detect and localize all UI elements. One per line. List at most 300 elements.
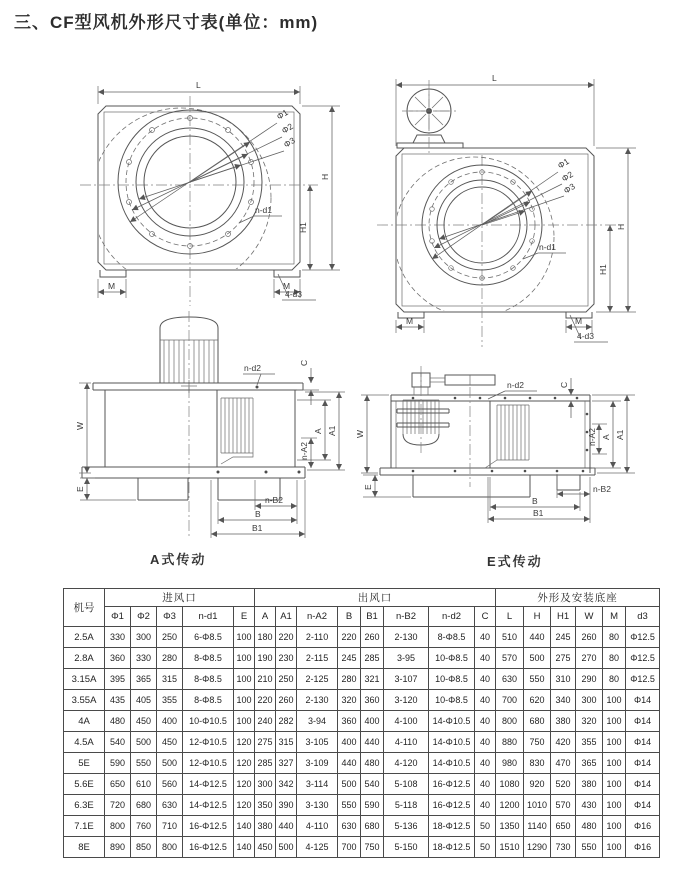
value-cell: 50: [475, 837, 496, 858]
casing: [380, 387, 595, 487]
value-cell: 321: [361, 669, 384, 690]
value-cell: 100: [603, 711, 626, 732]
table-row: [64, 669, 660, 690]
value-cell: 760: [131, 816, 157, 837]
value-cell: 120: [234, 774, 255, 795]
phi3-label: Φ3: [281, 135, 297, 150]
value-cell: Φ12.5: [626, 669, 660, 690]
group-header: 出风口: [255, 589, 496, 607]
model-cell: 8E: [64, 837, 105, 858]
value-cell: 590: [105, 753, 131, 774]
value-cell: 80: [603, 669, 626, 690]
value-cell: 120: [234, 753, 255, 774]
value-cell: 12-Φ10.5: [183, 732, 234, 753]
model-cell: 3.55A: [64, 690, 105, 711]
dimension-B: [218, 502, 297, 524]
value-cell: 830: [524, 753, 551, 774]
column-header: M: [603, 607, 626, 627]
value-cell: Φ12.5: [626, 627, 660, 648]
value-cell: 420: [551, 732, 576, 753]
model-cell: 2.5A: [64, 627, 105, 648]
value-cell: 220: [255, 690, 276, 711]
value-cell: 650: [105, 774, 131, 795]
value-cell: 550: [131, 753, 157, 774]
value-cell: 3-114: [297, 774, 338, 795]
table-row: [64, 795, 660, 816]
value-cell: 610: [131, 774, 157, 795]
value-cell: 6-Φ8.5: [183, 627, 234, 648]
d3-callout: [278, 274, 316, 300]
value-cell: 590: [361, 795, 384, 816]
value-cell: 220: [338, 627, 361, 648]
value-cell: 550: [338, 795, 361, 816]
value-cell: 800: [105, 816, 131, 837]
nd2-label: n-d2: [507, 380, 525, 390]
value-cell: 80: [603, 648, 626, 669]
value-cell: 450: [255, 837, 276, 858]
d3-label: 4-d3: [577, 331, 595, 341]
value-cell: 440: [524, 627, 551, 648]
value-cell: 2-130: [297, 690, 338, 711]
column-header: n-A2: [297, 607, 338, 627]
H1-label: H1: [598, 264, 608, 275]
value-cell: 14-Φ10.5: [429, 711, 475, 732]
nd1-callout: [523, 242, 566, 259]
corner-header: 机号: [64, 589, 105, 627]
B-label: B: [255, 509, 261, 519]
dimension-M-left: [98, 279, 126, 298]
value-cell: 510: [496, 627, 524, 648]
value-cell: 480: [361, 753, 384, 774]
value-cell: 450: [131, 711, 157, 732]
value-cell: 400: [338, 732, 361, 753]
value-cell: 190: [255, 648, 276, 669]
value-cell: 100: [603, 837, 626, 858]
column-header: Φ2: [131, 607, 157, 627]
inlet-front-view-e-drawing: [362, 55, 672, 355]
value-cell: Φ14: [626, 690, 660, 711]
value-cell: 720: [105, 795, 131, 816]
value-cell: 380: [551, 711, 576, 732]
nd2-callout: [243, 363, 275, 385]
value-cell: 280: [157, 648, 183, 669]
column-header: n-d2: [429, 607, 475, 627]
value-cell: 3-120: [384, 690, 429, 711]
nB2-label: n-B2: [593, 484, 611, 494]
C-label: C: [559, 381, 569, 388]
value-cell: 260: [361, 627, 384, 648]
value-cell: 40: [475, 774, 496, 795]
table-subheader-row: [64, 607, 660, 627]
table-row: [64, 711, 660, 732]
value-cell: 405: [131, 690, 157, 711]
value-cell: 100: [603, 732, 626, 753]
value-cell: 10-Φ10.5: [183, 711, 234, 732]
value-cell: 8-Φ8.5: [183, 669, 234, 690]
value-cell: 40: [475, 648, 496, 669]
value-cell: 500: [524, 648, 551, 669]
value-cell: 3-130: [297, 795, 338, 816]
model-cell: 3.15A: [64, 669, 105, 690]
value-cell: 250: [157, 627, 183, 648]
value-cell: 260: [276, 690, 297, 711]
value-cell: 850: [131, 837, 157, 858]
value-cell: 1080: [496, 774, 524, 795]
value-cell: 230: [276, 648, 297, 669]
value-cell: 680: [524, 711, 551, 732]
value-cell: 250: [276, 669, 297, 690]
table-row: [64, 837, 660, 858]
caption-e-drive: E式传动: [487, 554, 543, 569]
value-cell: 220: [276, 627, 297, 648]
value-cell: 1290: [524, 837, 551, 858]
value-cell: 380: [576, 774, 603, 795]
column-header: A: [255, 607, 276, 627]
dimension-A1: [592, 395, 635, 473]
nd1-label: n-d1: [255, 205, 273, 215]
value-cell: 14-Φ10.5: [429, 732, 475, 753]
value-cell: 1510: [496, 837, 524, 858]
model-cell: 6.3E: [64, 795, 105, 816]
value-cell: 570: [496, 648, 524, 669]
nA2-label: n-A2: [587, 428, 597, 446]
value-cell: 275: [551, 648, 576, 669]
value-cell: 16-Φ12.5: [429, 774, 475, 795]
table-row: [64, 627, 660, 648]
value-cell: 540: [361, 774, 384, 795]
nB2-label: n-B2: [265, 495, 283, 505]
value-cell: 290: [576, 669, 603, 690]
A1-label: A1: [615, 429, 625, 440]
value-cell: 1010: [524, 795, 551, 816]
value-cell: 680: [131, 795, 157, 816]
value-cell: 355: [576, 732, 603, 753]
value-cell: 320: [576, 711, 603, 732]
M-label: M: [406, 316, 414, 326]
value-cell: 16-Φ12.5: [429, 795, 475, 816]
value-cell: 100: [234, 648, 255, 669]
group-header: 外形及安装底座: [496, 589, 660, 607]
value-cell: 10-Φ8.5: [429, 690, 475, 711]
value-cell: 270: [576, 648, 603, 669]
value-cell: 500: [338, 774, 361, 795]
value-cell: 320: [338, 690, 361, 711]
value-cell: 540: [105, 732, 131, 753]
outlet-grille: [485, 405, 529, 468]
W-label: W: [75, 421, 85, 430]
H-label: H: [616, 223, 626, 230]
value-cell: 40: [475, 753, 496, 774]
value-cell: 1200: [496, 795, 524, 816]
value-cell: 3-109: [297, 753, 338, 774]
value-cell: 140: [234, 837, 255, 858]
value-cell: 750: [361, 837, 384, 858]
value-cell: 650: [551, 816, 576, 837]
value-cell: 355: [157, 690, 183, 711]
value-cell: Φ14: [626, 795, 660, 816]
value-cell: 100: [603, 690, 626, 711]
value-cell: 680: [361, 816, 384, 837]
model-cell: 4A: [64, 711, 105, 732]
motor: [397, 80, 463, 155]
value-cell: 180: [255, 627, 276, 648]
value-cell: 630: [157, 795, 183, 816]
dimension-E: [75, 478, 136, 500]
value-cell: 100: [234, 669, 255, 690]
value-cell: 8-Φ8.5: [183, 690, 234, 711]
column-header: n-B2: [384, 607, 429, 627]
dimension-table: [63, 588, 660, 858]
dimension-L: [98, 80, 300, 104]
value-cell: 1350: [496, 816, 524, 837]
value-cell: 14-Φ10.5: [429, 753, 475, 774]
d3-label: 4-d3: [285, 289, 303, 299]
value-cell: 560: [157, 774, 183, 795]
A-label: A: [313, 428, 323, 434]
value-cell: 210: [255, 669, 276, 690]
H1-label: H1: [298, 222, 308, 233]
column-header: n-d1: [183, 607, 234, 627]
phi3-label: Φ3: [561, 181, 577, 196]
motor: [397, 366, 495, 454]
L-label: L: [196, 80, 201, 90]
value-cell: 980: [496, 753, 524, 774]
table-row: [64, 690, 660, 711]
nd2-label: n-d2: [244, 363, 262, 373]
value-cell: 100: [603, 774, 626, 795]
value-cell: Φ14: [626, 711, 660, 732]
outlet-grille: [221, 398, 253, 464]
column-header: E: [234, 607, 255, 627]
value-cell: Φ14: [626, 774, 660, 795]
table-head: [64, 589, 660, 627]
value-cell: 800: [496, 711, 524, 732]
A1-label: A1: [327, 425, 337, 436]
table-row: [64, 816, 660, 837]
A-label: A: [601, 434, 611, 440]
value-cell: 430: [576, 795, 603, 816]
value-cell: 400: [361, 711, 384, 732]
value-cell: 5-118: [384, 795, 429, 816]
value-cell: 40: [475, 711, 496, 732]
value-cell: 330: [105, 627, 131, 648]
value-cell: 700: [496, 690, 524, 711]
value-cell: 2-130: [384, 627, 429, 648]
value-cell: 480: [105, 711, 131, 732]
value-cell: 10-Φ8.5: [429, 669, 475, 690]
value-cell: 5-108: [384, 774, 429, 795]
value-cell: 40: [475, 669, 496, 690]
L-label: L: [492, 73, 497, 83]
value-cell: 285: [255, 753, 276, 774]
dimension-E: [363, 475, 411, 497]
value-cell: 4-110: [297, 816, 338, 837]
B-label: B: [532, 496, 538, 506]
value-cell: 240: [255, 711, 276, 732]
column-header: A1: [276, 607, 297, 627]
phi1-label: Φ1: [555, 156, 571, 171]
value-cell: 890: [105, 837, 131, 858]
value-cell: 435: [105, 690, 131, 711]
value-cell: 700: [338, 837, 361, 858]
C-label: C: [299, 359, 309, 366]
value-cell: 620: [524, 690, 551, 711]
M-label: M: [575, 316, 583, 326]
value-cell: 50: [475, 816, 496, 837]
caption-a-drive: A式传动: [150, 552, 207, 567]
value-cell: 4-100: [384, 711, 429, 732]
value-cell: 365: [131, 669, 157, 690]
H-label: H: [320, 173, 330, 180]
table-group-row: [64, 589, 660, 607]
value-cell: 140: [234, 816, 255, 837]
dimension-C: [559, 378, 571, 418]
value-cell: 80: [603, 627, 626, 648]
value-cell: 285: [361, 648, 384, 669]
dimension-W: [75, 383, 91, 473]
column-header: L: [496, 607, 524, 627]
value-cell: 5-136: [384, 816, 429, 837]
value-cell: 550: [524, 669, 551, 690]
column-header: W: [576, 607, 603, 627]
value-cell: 630: [496, 669, 524, 690]
column-header: B1: [361, 607, 384, 627]
model-cell: 5E: [64, 753, 105, 774]
value-cell: 100: [603, 795, 626, 816]
value-cell: 40: [475, 627, 496, 648]
phi2-label: Φ2: [559, 169, 575, 184]
value-cell: 3-107: [384, 669, 429, 690]
dimension-M-left: [396, 316, 424, 333]
column-header: H1: [551, 607, 576, 627]
side-view-e-drive-drawing: [355, 362, 665, 537]
column-header: B: [338, 607, 361, 627]
base-feet: [413, 475, 580, 497]
value-cell: 550: [576, 837, 603, 858]
value-cell: 280: [338, 669, 361, 690]
value-cell: 4-125: [297, 837, 338, 858]
value-cell: 275: [255, 732, 276, 753]
value-cell: 100: [234, 627, 255, 648]
B1-label: B1: [533, 508, 544, 518]
value-cell: 8-Φ8.5: [429, 627, 475, 648]
dimension-nA2: [299, 438, 317, 468]
column-header: H: [524, 607, 551, 627]
value-cell: 282: [276, 711, 297, 732]
value-cell: 12-Φ10.5: [183, 753, 234, 774]
value-cell: 710: [157, 816, 183, 837]
value-cell: 360: [105, 648, 131, 669]
table-row: [64, 732, 660, 753]
value-cell: 300: [255, 774, 276, 795]
inlet-front-view-a-drawing: [60, 68, 360, 318]
value-cell: 18-Φ12.5: [429, 816, 475, 837]
value-cell: Φ16: [626, 816, 660, 837]
motor: [160, 311, 218, 536]
value-cell: Φ14: [626, 732, 660, 753]
value-cell: 245: [551, 627, 576, 648]
value-cell: 260: [576, 627, 603, 648]
model-cell: 4.5A: [64, 732, 105, 753]
value-cell: 300: [576, 690, 603, 711]
value-cell: 100: [603, 753, 626, 774]
dimension-H: [596, 148, 636, 312]
value-cell: 570: [551, 795, 576, 816]
column-header: Φ1: [105, 607, 131, 627]
value-cell: 500: [157, 753, 183, 774]
value-cell: 245: [338, 648, 361, 669]
value-cell: 3-94: [297, 711, 338, 732]
value-cell: 18-Φ12.5: [429, 837, 475, 858]
value-cell: Φ12.5: [626, 648, 660, 669]
value-cell: 327: [276, 753, 297, 774]
value-cell: 100: [234, 711, 255, 732]
value-cell: 350: [255, 795, 276, 816]
value-cell: 360: [361, 690, 384, 711]
value-cell: 440: [338, 753, 361, 774]
value-cell: 2-115: [297, 648, 338, 669]
dimension-H: [298, 106, 340, 270]
value-cell: 920: [524, 774, 551, 795]
value-cell: 14-Φ12.5: [183, 774, 234, 795]
table-row: [64, 648, 660, 669]
model-cell: 5.6E: [64, 774, 105, 795]
value-cell: 750: [524, 732, 551, 753]
value-cell: 1140: [524, 816, 551, 837]
value-cell: 480: [576, 816, 603, 837]
model-cell: 2.8A: [64, 648, 105, 669]
value-cell: 16-Φ12.5: [183, 837, 234, 858]
value-cell: Φ16: [626, 837, 660, 858]
dimension-nB2: [557, 474, 611, 523]
page-title: 三、CF型风机外形尺寸表(单位：mm): [14, 13, 319, 32]
value-cell: 40: [475, 690, 496, 711]
column-header: Φ3: [157, 607, 183, 627]
E-label: E: [363, 484, 373, 490]
value-cell: 342: [276, 774, 297, 795]
column-header: d3: [626, 607, 660, 627]
value-cell: 440: [361, 732, 384, 753]
value-cell: 120: [234, 795, 255, 816]
dimension-nB2: [255, 480, 297, 524]
value-cell: 520: [551, 774, 576, 795]
value-cell: 4-120: [384, 753, 429, 774]
value-cell: 310: [551, 669, 576, 690]
value-cell: 2-125: [297, 669, 338, 690]
value-cell: 880: [496, 732, 524, 753]
column-header: C: [475, 607, 496, 627]
value-cell: 330: [131, 648, 157, 669]
dimension-C: [297, 360, 319, 405]
dimension-B1: [488, 477, 590, 523]
value-cell: 120: [234, 732, 255, 753]
value-cell: 470: [551, 753, 576, 774]
value-cell: 8-Φ8.5: [183, 648, 234, 669]
value-cell: 100: [603, 816, 626, 837]
value-cell: 100: [234, 690, 255, 711]
M-label: M: [283, 281, 291, 291]
value-cell: 40: [475, 795, 496, 816]
value-cell: 5-150: [384, 837, 429, 858]
table-row: [64, 753, 660, 774]
value-cell: 16-Φ12.5: [183, 816, 234, 837]
casing-outline: [98, 106, 300, 277]
value-cell: 800: [157, 837, 183, 858]
nA2-label: n-A2: [299, 442, 309, 460]
value-cell: 4-110: [384, 732, 429, 753]
value-cell: 500: [276, 837, 297, 858]
value-cell: 340: [551, 690, 576, 711]
